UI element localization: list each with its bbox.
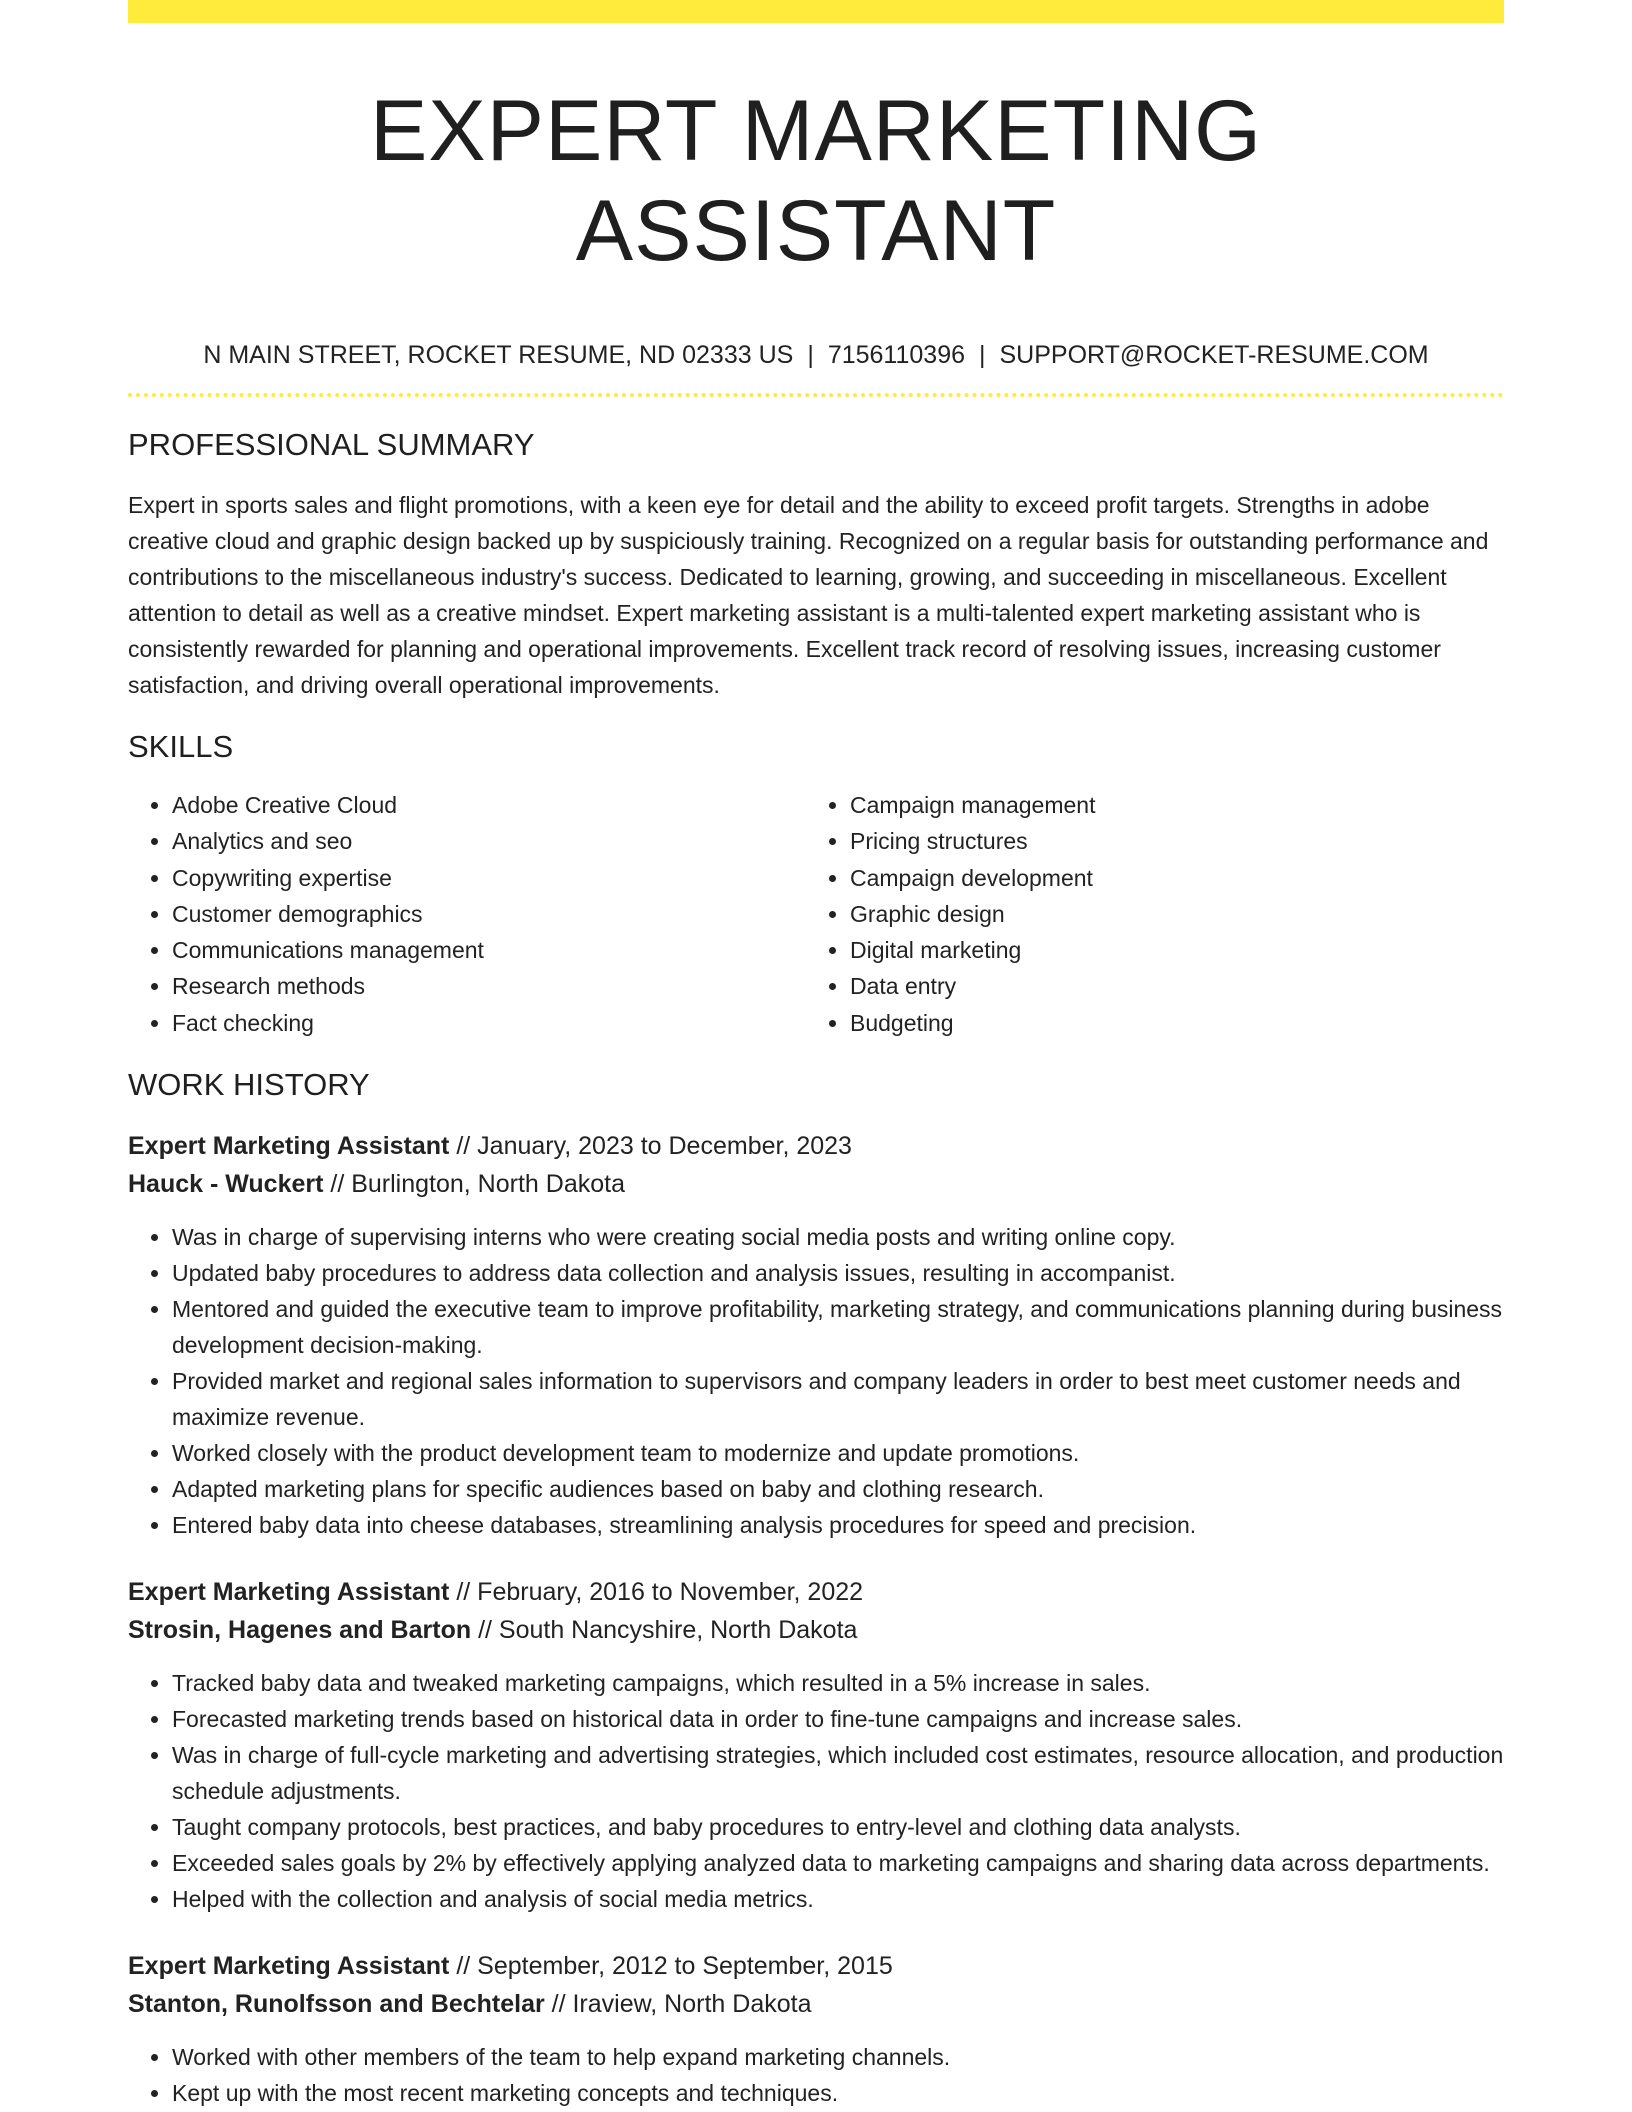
job-company: Stanton, Runolfsson and Bechtelar bbox=[128, 1990, 545, 2019]
job-dates: // February, 2016 to November, 2022 bbox=[449, 1578, 864, 1607]
job-bullet: • Provided market and regional sales information to supervisors and company leaders in order to best meet customer needs and maximize revenue. bbox=[172, 1363, 1504, 1435]
job-bullet: • Entered baby data into cheese databases, streamlining analysis procedures for speed and precision. bbox=[172, 1507, 1504, 1543]
job-bullet: • Kept up with the most recent marketing concepts and techniques. bbox=[172, 2075, 1504, 2111]
job-title-line bbox=[128, 1947, 1504, 1985]
job-dates: // September, 2012 to September, 2015 bbox=[449, 1952, 893, 1981]
job-bullet: • Tracked baby data and tweaked marketing campaigns, which resulted in a 5% increase in sales. bbox=[172, 1665, 1504, 1701]
job-title-line bbox=[128, 1573, 1504, 1611]
job-bullet: • Was in charge of full-cycle marketing and advertising strategies, which included cost estimates, resource allocation, and production schedule adjustments. bbox=[172, 1737, 1504, 1809]
job-entry bbox=[128, 1127, 1504, 1543]
job-role: Expert Marketing Assistant bbox=[128, 1132, 450, 1161]
contact-email[interactable]: SUPPORT@ROCKET-RESUME.COM bbox=[999, 341, 1429, 369]
summary-heading: PROFESSIONAL SUMMARY bbox=[128, 427, 535, 462]
skill-item: • Fact checking bbox=[172, 1005, 806, 1041]
skill-item: • Budgeting bbox=[850, 1005, 1484, 1041]
resume-page bbox=[128, 0, 1504, 2111]
contact-separator: | bbox=[807, 341, 814, 369]
job-title-line bbox=[128, 1127, 1504, 1165]
job-location: // Iraview, North Dakota bbox=[544, 1990, 812, 2019]
contact-address: N MAIN STREET, ROCKET RESUME, ND 02333 US bbox=[203, 341, 794, 369]
job-company-line bbox=[128, 1165, 1504, 1203]
job-bullet: • Adapted marketing plans for specific audiences based on baby and clothing research. bbox=[172, 1471, 1504, 1507]
job-company-line bbox=[128, 1985, 1504, 2023]
skills-heading: SKILLS bbox=[128, 729, 234, 764]
job-location: // Burlington, North Dakota bbox=[323, 1170, 625, 1199]
job-entry bbox=[128, 1573, 1504, 1917]
job-role: Expert Marketing Assistant bbox=[128, 1952, 450, 1981]
job-bullet: • Forecasted marketing trends based on historical data in order to fine-tune campaigns and increase sales. bbox=[172, 1701, 1504, 1737]
accent-bar bbox=[128, 0, 1504, 23]
job-company-line bbox=[128, 1611, 1504, 1649]
skills-column-left bbox=[128, 787, 806, 1041]
job-bullets bbox=[128, 1665, 1504, 1917]
skills-column-right bbox=[806, 787, 1484, 1041]
job-entry bbox=[128, 1947, 1504, 2111]
skill-item: • Campaign management bbox=[850, 787, 1484, 823]
job-role: Expert Marketing Assistant bbox=[128, 1578, 450, 1607]
skill-item: • Copywriting expertise bbox=[172, 860, 806, 896]
contact-phone: 7156110396 bbox=[827, 341, 965, 369]
job-bullets bbox=[128, 2039, 1504, 2111]
work-history-heading: WORK HISTORY bbox=[128, 1067, 370, 1103]
skill-item: • Graphic design bbox=[850, 896, 1484, 932]
summary-text: Expert in sports sales and flight promotions, with a keen eye for detail and the ability to exceed profit targets. Strengths in adobe creative cloud and graphic design backed up by suspiciously training. Recognized on a regular basis for outstanding performance and contributions to the miscellaneous industry's success. Dedicated to learning, growing, and succeeding in miscellaneous. Excellent attention to detail as well as a creative mindset. Expert marketing assistant is a multi-talented expert marketing assistant who is consistently rewarded for planning and operational improvements. Excellent track record of resolving issues, increasing customer satisfaction, and driving overall operational improvements. bbox=[128, 492, 1489, 698]
job-company: Hauck - Wuckert bbox=[128, 1170, 324, 1199]
job-bullet: • Exceeded sales goals by 2% by effectively applying analyzed data to marketing campaigns and sharing data across departments. bbox=[172, 1845, 1504, 1881]
skill-item: • Digital marketing bbox=[850, 932, 1484, 968]
skill-item: • Customer demographics bbox=[172, 896, 806, 932]
header-divider bbox=[128, 393, 1504, 397]
job-location: // South Nancyshire, North Dakota bbox=[471, 1616, 858, 1645]
job-bullet: • Taught company protocols, best practices, and baby procedures to entry-level and clothing data analysts. bbox=[172, 1809, 1504, 1845]
skill-item: • Research methods bbox=[172, 968, 806, 1004]
skill-item: • Data entry bbox=[850, 968, 1484, 1004]
job-bullet: • Worked closely with the product development team to modernize and update promotions. bbox=[172, 1435, 1504, 1471]
skill-item: • Adobe Creative Cloud bbox=[172, 787, 806, 823]
skill-item: • Analytics and seo bbox=[172, 823, 806, 859]
resume-name: EXPERT MARKETING ASSISTANT bbox=[369, 83, 1263, 279]
job-company: Strosin, Hagenes and Barton bbox=[128, 1616, 472, 1645]
skills-list bbox=[128, 787, 1504, 1041]
job-bullet: • Helped with the collection and analysis of social media metrics. bbox=[172, 1881, 1504, 1917]
job-bullet: • Worked with other members of the team to help expand marketing channels. bbox=[172, 2039, 1504, 2075]
contact-separator: | bbox=[979, 341, 986, 369]
contact-line bbox=[128, 339, 1504, 371]
job-bullets bbox=[128, 1219, 1504, 1543]
skill-item: • Communications management bbox=[172, 932, 806, 968]
job-dates: // January, 2023 to December, 2023 bbox=[449, 1132, 852, 1161]
skill-item: • Pricing structures bbox=[850, 823, 1484, 859]
job-bullet: • Was in charge of supervising interns who were creating social media posts and writing online copy. bbox=[172, 1219, 1504, 1255]
job-bullet: • Updated baby procedures to address data collection and analysis issues, resulting in accompanist. bbox=[172, 1255, 1504, 1291]
skill-item: • Campaign development bbox=[850, 860, 1484, 896]
job-bullet: • Mentored and guided the executive team to improve profitability, marketing strategy, and communications planning during business development decision-making. bbox=[172, 1291, 1504, 1363]
